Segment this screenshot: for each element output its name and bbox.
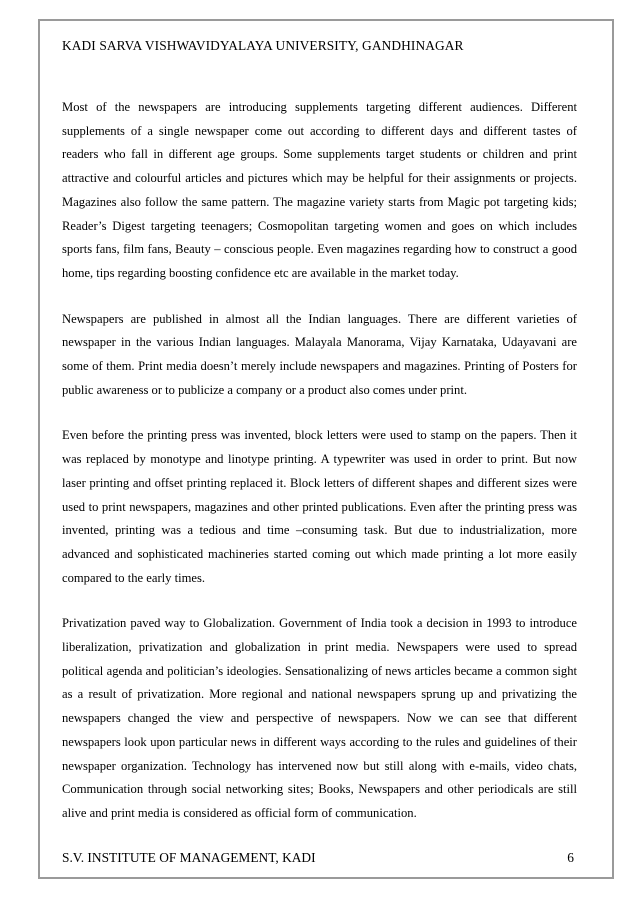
page-number: 6 [567,850,574,865]
footer-institute: S.V. INSTITUTE OF MANAGEMENT, KADI [62,850,316,865]
paragraph-privatization: Privatization paved way to Globalization. Government of India took a decision in 1993 to introduce liberalization, privatization and globalization in print media. Newspapers were used to spread political agenda and politician’s ideologies. Sensationalizing of news articles became a common sight as a result of privatization. More regional and national newspapers sprung up and privatizing the newspapers changed the view and perspective of newspapers. Now we can see that different newspapers look upon particular news in different ways according to the rules and guidelines of their newspaper organization. Technology has intervened now but still along with e-mails, video chats, Communication through social networking sites; Books, Newspapers and other periodicals are still alive and print media is considered as official form of communication. [62,616,577,820]
page-header: KADI SARVA VISHWAVIDYALAYA UNIVERSITY, GANDHINAGAR [62,38,464,53]
paragraph-languages: Newspapers are published in almost all the Indian languages. There are different varieties of newspaper in the various Indian languages. Malayala Manorama, Vijay Karnataka, Udayavani are some of them. Print media doesn’t merely include newspapers and magazines. Printing of Posters for public awareness or to publicize a company or a product also comes under print. [62,311,577,397]
document-body [62,96,577,848]
paragraph-printing-history: Even before the printing press was invented, block letters were used to stamp on the papers. Then it was replaced by monotype and linotype printing. A typewriter was used in order to print. But now laser printing and offset printing replaced it. Block letters of different shapes and different sizes were used to print newspapers, magazines and other printed publications. Even after the printing press was invented, printing was a tedious and time –consuming task. But due to industrialization, more advanced and sophisticated machineries started coming out which made printing a lot more easily compared to the early times. [62,428,577,585]
paragraph-supplements: Most of the newspapers are introducing supplements targeting different audiences. Different supplements of a single newspaper come out according to different days and different tastes of readers who fall in different age groups. Some supplements target students or children and print attractive and colourful articles and pictures which may be helpful for their assignments or projects. Magazines also follow the same pattern. The magazine variety starts from Magic pot targeting kids; Reader’s Digest targeting teenagers; Cosmopolitan targeting women and goes on which includes sports fans, film fans, Beauty – conscious people. Even magazines regarding how to construct a good home, tips regarding boosting confidence etc are available in the market today. [62,100,577,280]
